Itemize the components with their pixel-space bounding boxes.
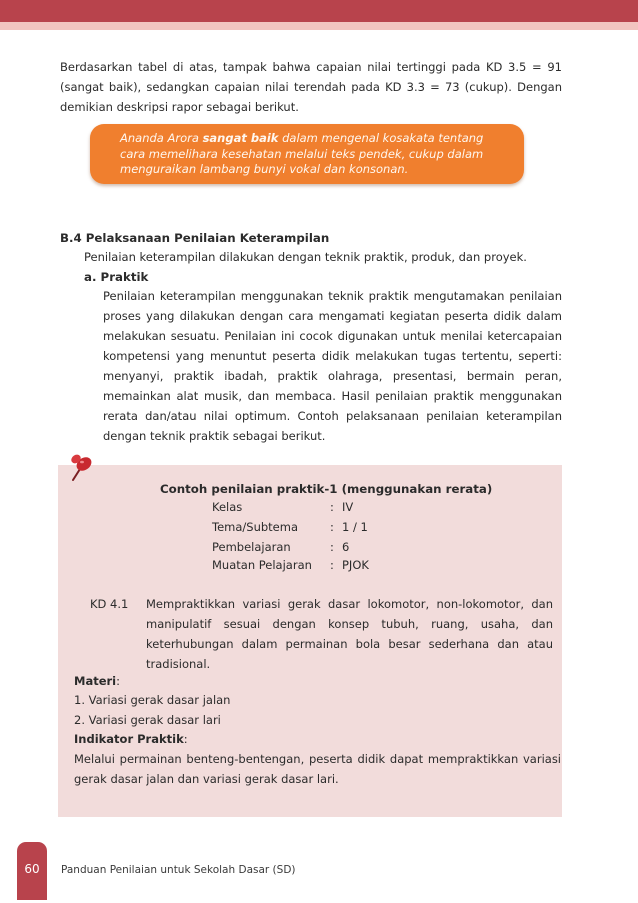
meta-row-pembelajaran [212,538,349,556]
report-description-callout [90,124,524,184]
indikator-label: Indikator Praktik [74,732,184,746]
page-number-badge [17,842,47,900]
meta-label: Tema/Subtema [212,520,298,534]
praktik-line: proses yang dilakukan dengan cara mengamati kegiatan peserta didik dalam [103,309,562,323]
header-bar [0,0,638,22]
praktik-line: rerata dan/atau nilai optimum. Contoh pelaksanaan penilaian keterampilan [103,409,562,423]
section-heading: B.4 Pelaksanaan Penilaian Keterampilan [60,231,330,245]
meta-row-muatan [212,556,369,574]
callout-line: cara memelihara kesehatan melalui teks pendek, cukup dalam [120,146,484,161]
meta-row-tema [212,518,368,536]
student-name: Ananda Arora [120,131,203,145]
praktik-line: memainkan alat musik, dan membaca. Hasil penilaian praktik menggunakan [103,389,562,403]
praktik-line: dengan teknik praktik sebagai berikut. [103,429,326,443]
summary-line: Berdasarkan tabel di atas, tampak bahwa capaian nilai tertinggi pada KD 3.5 = 91 [60,60,562,74]
kd-description [146,594,553,674]
subheading-praktik: a. Praktik [84,270,149,284]
summary-line: (sangat baik), sedangkan capaian nilai terendah pada KD 3.3 = 73 (cukup). Dengan [60,80,562,94]
materi-item: 2. Variasi gerak dasar lari [74,713,221,727]
summary-line: demikian deskripsi rapor sebagai berikut. [60,100,299,114]
meta-separator: : [330,500,334,514]
meta-label: Pembelajaran [212,540,291,554]
page-number: 60 [24,862,40,876]
meta-row-kelas [212,498,353,516]
indikator-text [74,749,561,789]
indikator-colon: : [183,732,188,746]
meta-value: 1 / 1 [342,520,368,534]
materi-heading [74,672,120,690]
meta-separator: : [330,540,334,554]
header-stripe [0,22,638,30]
meta-separator: : [330,558,334,572]
meta-value: IV [342,500,354,514]
meta-value: 6 [342,540,350,554]
example-title: Contoh penilaian praktik-1 (menggunakan rerata) [160,482,493,496]
kd-line: tradisional. [146,657,211,671]
indikator-line: Melalui permainan benteng-bentengan, peserta didik dapat mempraktikkan variasi [74,752,561,766]
indikator-line: gerak dasar jalan dan variasi gerak dasar lari. [74,772,339,786]
meta-separator: : [330,520,334,534]
callout-emphasis: sangat baik [202,131,279,145]
summary-paragraph [60,57,562,117]
indikator-heading [74,730,188,748]
praktik-line: melakukan sesuatu. Penilaian ini cocok digunakan untuk menilai ketercapaian [103,329,562,343]
kd-line: keterhubungan dalam permainan bola besar sederhana dan atau [146,637,553,651]
praktik-paragraph [103,286,562,446]
kd-line: Mempraktikkan variasi gerak dasar lokomotor, non-lokomotor, dan [146,597,553,611]
meta-value: PJOK [342,558,369,572]
callout-line1-rest: dalam mengenal kosakata tentang [278,131,484,145]
callout-line: menguraikan lambang bunyi vokal dan konsonan. [120,162,409,176]
callout-text [120,131,510,178]
section-intro: Penilaian keterampilan dilakukan dengan teknik praktik, produk, dan proyek. [84,250,527,264]
praktik-line: kompetensi yang menuntut peserta didik melakukan tugas tertentu, seperti: [103,349,562,363]
praktik-line: Penilaian keterampilan menggunakan teknik praktik mengutamakan penilaian [103,289,562,303]
materi-item: 1. Variasi gerak dasar jalan [74,693,231,707]
materi-label: Materi [74,674,117,688]
kd-line: manipulatif sesuai dengan konsep tubuh, ruang, usaha, dan [146,617,553,631]
pushpin-icon [68,453,94,483]
kd-label: KD 4.1 [90,597,129,611]
footer-text: Panduan Penilaian untuk Sekolah Dasar (SD) [61,864,296,876]
praktik-line: menyanyi, praktik ibadah, praktik olahraga, presentasi, bermain peran, [103,369,562,383]
meta-label: Muatan Pelajaran [212,558,312,572]
materi-colon: : [116,674,120,688]
meta-label: Kelas [212,500,243,514]
